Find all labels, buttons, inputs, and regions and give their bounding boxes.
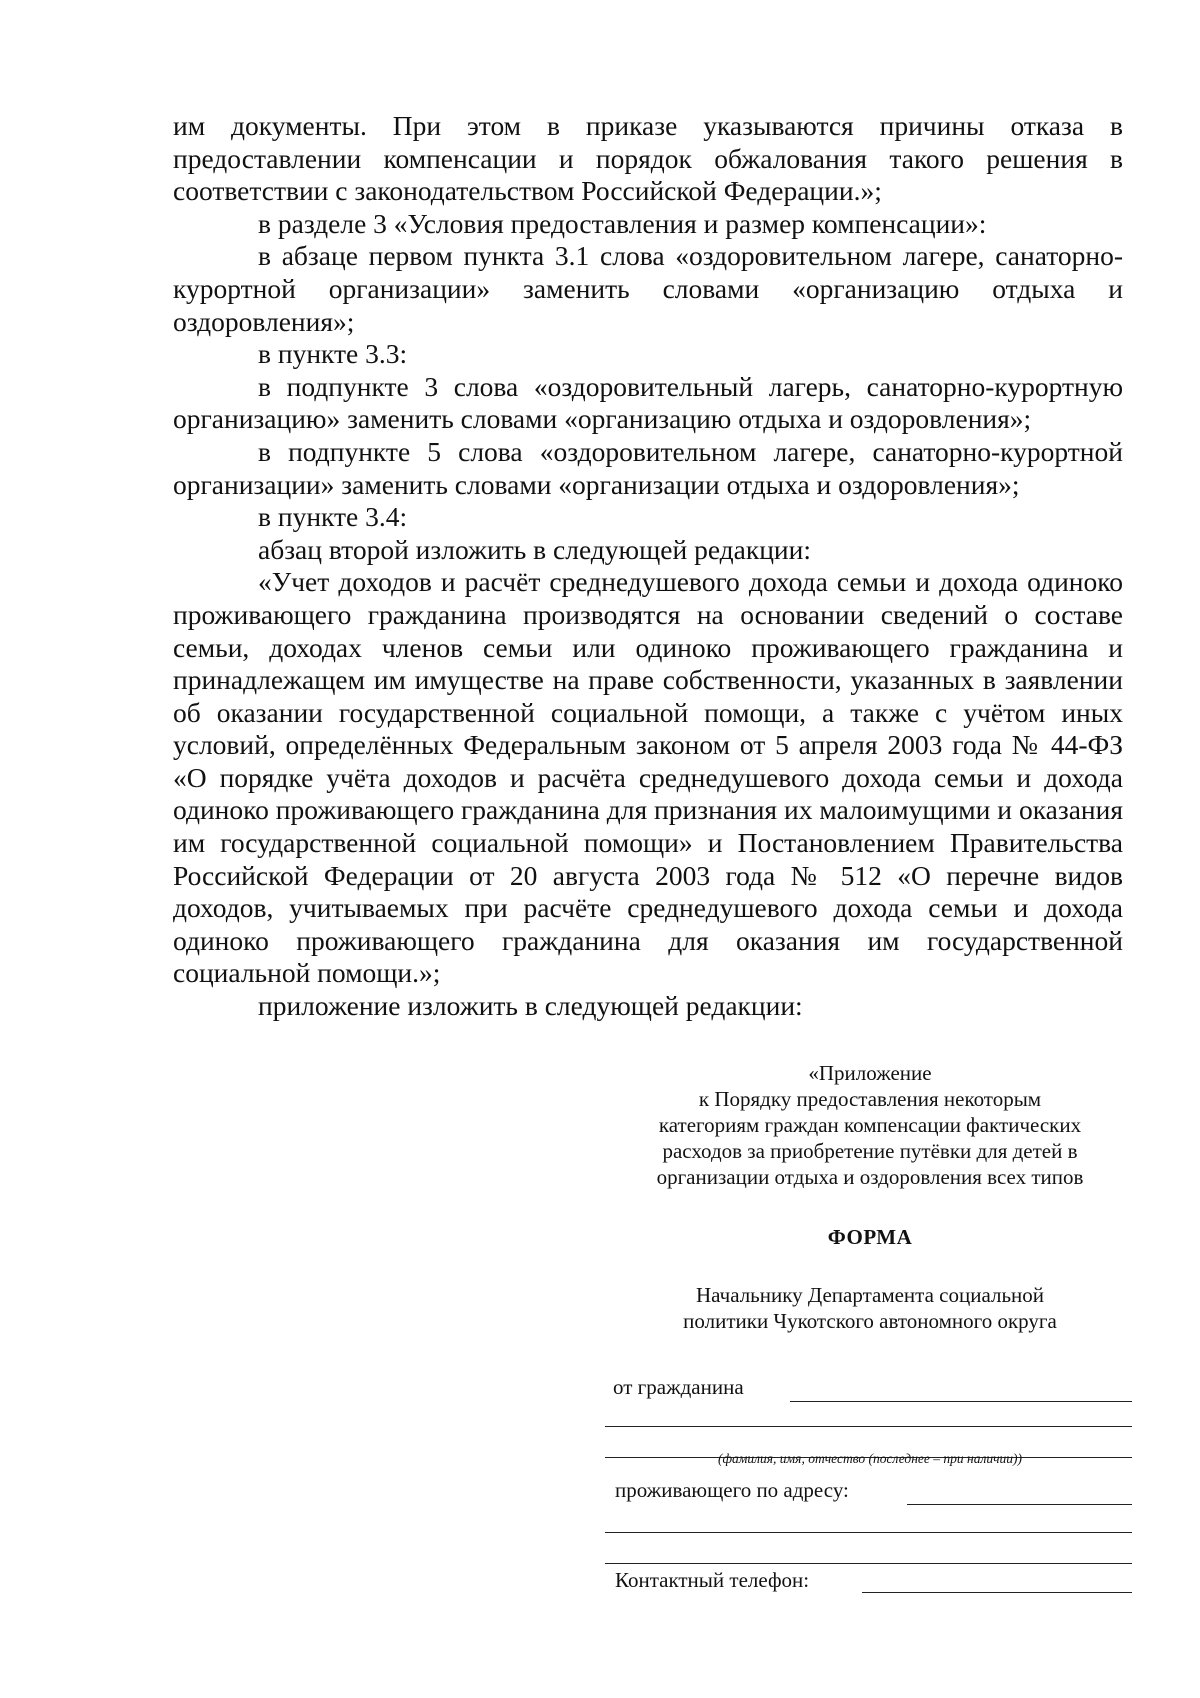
appendix-line: категориям граждан компенсации фактических [658,1113,1082,1137]
address-line-3[interactable] [605,1563,1132,1564]
from-citizen-line[interactable] [790,1401,1132,1402]
paragraph-item-3-4: в пункте 3.4: [258,501,408,533]
paragraph-item-3-1: в абзаце первом пункта 3.1 слова «оздоровительном лагере, санаторно-курортной организации» заменить словами «организацию отдыха и оздоровления»; [173,240,1123,337]
from-citizen-label: от гражданина [613,1375,744,1399]
address-line-1[interactable] [907,1504,1132,1505]
paragraph-item-3-3: в пункте 3.3: [258,338,408,370]
form-title: ФОРМА [827,1225,913,1249]
paragraph-second-abzac: абзац второй изложить в следующей редакции: [258,533,812,565]
appendix-line: к Порядку предоставления некоторым [698,1087,1042,1111]
name-line-2[interactable] [605,1426,1132,1427]
appendix-line: расходов за приобретение путёвки для детей в [662,1139,1078,1163]
phone-line[interactable] [862,1592,1132,1593]
appendix-line: организации отдыха и оздоровления всех типов [656,1165,1084,1189]
phone-label: Контактный телефон: [615,1568,810,1592]
body-text [173,110,1123,1023]
appendix-line: «Приложение [808,1061,932,1085]
addressee-line: политики Чукотского автономного округа [683,1309,1057,1333]
addressee [600,1282,1140,1334]
address-line-2[interactable] [605,1532,1132,1533]
paragraph-subitem-3: в подпункте 3 слова «оздоровительный лагерь, санаторно-курортную организацию» заменить словами «организацию отдыха и оздоровления»; [173,370,1123,435]
name-hint: (фамилия, имя, отчество (последнее – при наличии)) [717,1451,1023,1466]
paragraph-income-accounting: «Учет доходов и расчёт среднедушевого дохода семьи и дохода одиноко проживающего гражданина производятся на основании сведений о составе семьи, доходах членов семьи или одиноко проживающего гражданина и принадлежащем им имуществе на праве собственности, указанных в заявлении об оказании государственной социальной помощи, а также с учётом иных условий, определённых Федеральным законом от 5 апреля 2003 года № 44-ФЗ «О порядке учёта доходов и расчёта среднедушевого дохода семьи и дохода одиноко проживающего гражданина для признания их малоимущими и оказания им государственной социальной помощи» и Постановлением Правительства Российской Федерации от 20 августа 2003 года № 512 «О перечне видов доходов, учитываемых при расчёте среднедушевого дохода семьи и дохода одиноко проживающего гражданина для оказания им государственной социальной помощи.»; [173,566,1123,989]
paragraph-appendix-intro: приложение изложить в следующей редакции: [258,990,803,1022]
appendix-heading [600,1060,1140,1190]
paragraph-section-3: в разделе 3 «Условия предоставления и размер компенсации»: [258,207,987,239]
address-label: проживающего по адресу: [615,1478,849,1502]
paragraph-continuation: им документы. При этом в приказе указываются причины отказа в предоставлении компенсации и порядок обжалования такого решения в соответствии с законодательством Российской Федерации.»; [173,110,1123,207]
addressee-line: Начальнику Департамента социальной [695,1283,1045,1307]
paragraph-subitem-5: в подпункте 5 слова «оздоровительном лагере, санаторно-курортной организации» заменить словами «организации отдыха и оздоровления»; [173,435,1123,500]
